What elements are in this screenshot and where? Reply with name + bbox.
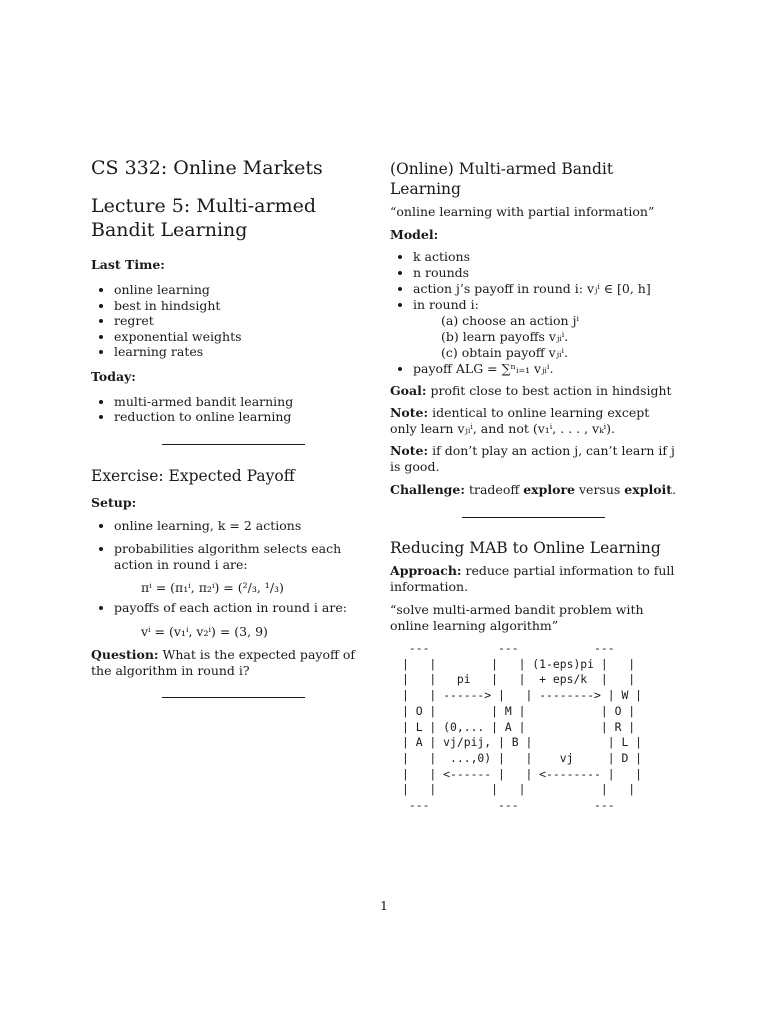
setup-label: Setup: [91,494,137,510]
list-item: • k actions [413,249,679,265]
sub-item: (c) obtain payoff vⱼᵢⁱ. [441,345,569,360]
section-title: Reducing MAB to Online Learning [390,539,661,557]
section-divider [162,697,305,698]
exercise-title: Exercise: Expected Payoff [91,466,295,485]
list-item: • reduction to online learning [114,409,378,425]
today-list [91,394,378,425]
exploit-term: exploit [624,482,673,497]
subtitle-quote: “online learning with partial information” [390,204,655,219]
note-paragraph: Note: identical to online learning except only learn vⱼᵢⁱ, and not (v₁ⁱ, . . . , vₖⁱ). [390,405,650,436]
course-title: CS 332: Online Markets [91,157,323,179]
list-item: • exponential weights [114,329,378,345]
solve-quote: “solve multi-armed bandit problem with online learning algorithm” [390,602,644,633]
sub-item: (b) learn payoffs vⱼᵢⁱ. [441,329,569,344]
list-item: • action j’s payoff in round i: vⱼⁱ ∈ [0, h] [413,281,679,297]
page-number: 1 [380,898,388,913]
list-item: • payoffs of each action in round i are: vⁱ = (v₁ⁱ, v₂ⁱ) = (3, 9) [114,600,378,640]
right-column [390,152,679,814]
sub-item: (a) choose an action jⁱ [441,313,579,328]
section-title: (Online) Multi-armed Bandit Learning [390,160,614,198]
goal-paragraph: Goal: profit close to best action in hindsight [390,383,672,398]
left-column [91,152,378,698]
list-item: • multi-armed bandit learning [114,394,378,410]
last-time-list [91,282,378,360]
list-item: • best in hindsight [114,298,378,314]
approach-paragraph: Approach: reduce partial information to full information. [390,563,675,594]
section-divider [462,517,605,518]
model-list [390,249,679,377]
last-time-label: Last Time: [91,257,165,272]
section-divider [162,444,305,445]
model-label: Model: [390,227,439,242]
list-item: • probabilities algorithm selects each action in round i are: πⁱ = (π₁ⁱ, π₂ⁱ) = (²/₃, ¹/₃) [114,541,378,596]
v-equation: vⁱ = (v₁ⁱ, v₂ⁱ) = (3, 9) [141,623,268,639]
today-label: Today: [91,368,136,384]
question-paragraph: Question: What is the expected payoff of the algorithm in round i? [91,646,355,678]
explore-term: explore [523,482,575,497]
challenge-paragraph: Challenge: tradeoff explore versus exploit. [390,482,677,497]
lecture-title: Lecture 5: Multi-armed Bandit Learning [91,195,317,241]
list-item: • online learning, k = 2 actions [114,518,378,534]
list-item: • learning rates [114,344,378,360]
note-paragraph: Note: if don’t play an action j, can’t learn if j is good. [390,443,675,474]
pi-equation: πⁱ = (π₁ⁱ, π₂ⁱ) = (²/₃, ¹/₃) [141,580,284,595]
setup-list [91,518,378,640]
mab-reduction-diagram: --- --- --- | | | | (1-eps)pi | | | | pi | | + eps/k | | | | ------> | | --------> | W | | O | | M | | O | | L | (0,... | A | | R | | A | vj/pij, | B | | L | | | ...,0) | | vj | D | | | <------ | | <-------- | | | | | | | | --- --- --- [402,641,643,813]
list-item: • n rounds [413,265,679,281]
list-item: • regret [114,313,378,329]
list-item: • in round i: (a) choose an action jⁱ (b) learn payoffs vⱼᵢⁱ. (c) obtain payoff vⱼᵢⁱ. [413,297,679,361]
list-item: • payoff ALG = ∑ⁿᵢ₌₁ vⱼᵢⁱ. [413,361,679,377]
list-item: • online learning [114,282,378,298]
